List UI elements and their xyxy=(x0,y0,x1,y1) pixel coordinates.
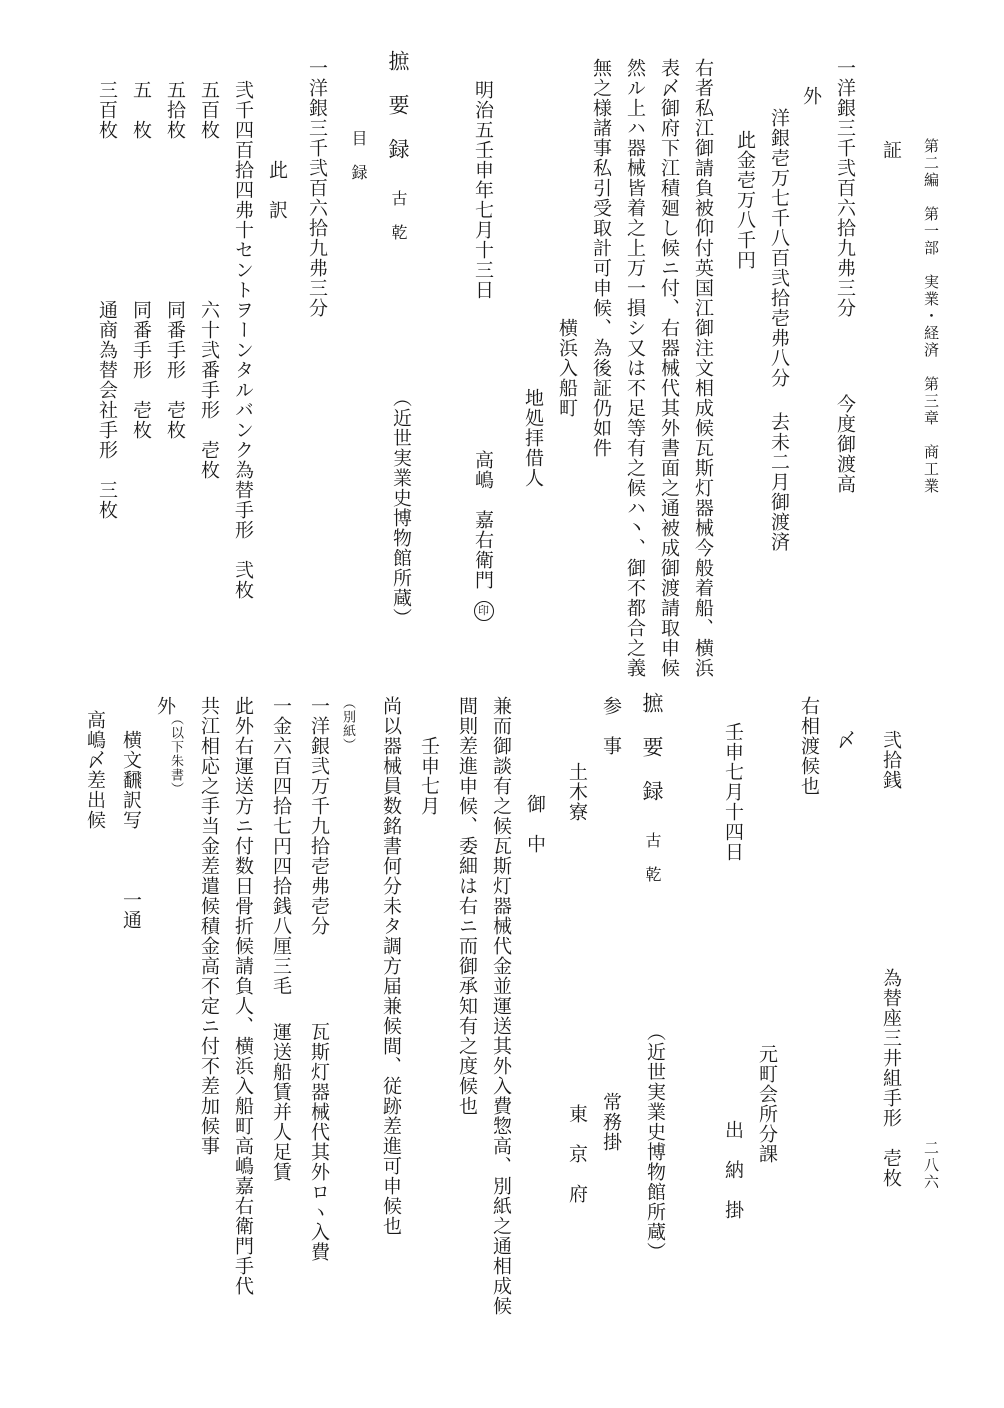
upper-line-20b: 同番手形 壱枚 xyxy=(130,300,152,440)
upper-source-volume: 古 乾 xyxy=(389,190,408,241)
upper-line-21a: 三百枚 xyxy=(96,80,118,140)
lower-line-7a: 参 事 xyxy=(600,696,622,756)
upper-line-2a: 一洋銀三千弐百六拾九弗三分 xyxy=(834,58,856,318)
lower-line-2: 〆 xyxy=(834,730,856,750)
lower-line-1b: 為替座三井組手形 壱枚 xyxy=(880,968,902,1188)
lower-line-13: 尚以器械員数銘書何分未タ調方届兼候間、従跡差進可申候也 xyxy=(380,696,402,1236)
running-title: 第二編 第一部 実業・経済 第三章 商工業 xyxy=(922,138,940,495)
upper-line-17a: 弐千四百拾四弗十セント xyxy=(232,80,254,300)
upper-line-19a: 五拾枚 xyxy=(164,80,186,140)
upper-line-1: 証 xyxy=(880,140,902,160)
upper-line-17b: ヲーンタルバンク為替手形 弐枚 xyxy=(232,300,254,600)
lower-line-1a: 弐拾銭 xyxy=(880,730,902,790)
seal-icon: 印 xyxy=(474,601,494,621)
lower-line-19b: 外 xyxy=(154,696,176,716)
lower-line-10: 兼而御談有之候瓦斯灯器械代金並運送其外入費惣高、別紙之通相成候 xyxy=(490,696,512,1316)
upper-line-6: 右者私江御請負被仰付英国江御注文相成候瓦斯灯器械今般着船、横浜 xyxy=(692,58,714,678)
upper-line-18b: 六十弐番手形 壱枚 xyxy=(198,300,220,480)
lower-line-16a: 一金六百四拾七円四拾銭八厘三毛 xyxy=(270,696,292,996)
upper-line-19b: 同番手形 壱枚 xyxy=(164,300,186,440)
upper-line-7: 表〆御府下江積廻し候ニ付、右器械代其外書面之通被成御渡請取申候 xyxy=(658,58,680,678)
lower-line-8b: 東 京 府 xyxy=(566,1104,588,1204)
upper-line-18a: 五百枚 xyxy=(198,80,220,140)
lower-line-17: 此外右運送方ニ付数日骨折候請負人、横浜入船町高嶋嘉右衛門手代 xyxy=(232,696,254,1296)
upper-line-9: 無之様諸事私引受取計可申候、為後証仍如件 xyxy=(590,58,612,458)
lower-line-12: 壬申七月 xyxy=(418,736,440,816)
upper-line-20a: 五 枚 xyxy=(130,80,152,140)
upper-source-collection: （近世実業史博物館所蔵） xyxy=(390,388,412,628)
lower-line-20a: 横文飜訳写 xyxy=(120,730,142,830)
lower-line-7b: 常務掛 xyxy=(600,1092,622,1152)
lower-line-14: （別紙） xyxy=(340,696,355,752)
lower-line-15a: 一洋銀弐万千九拾壱弗壱分 xyxy=(308,696,330,936)
lower-source-volume: 古 乾 xyxy=(643,832,662,883)
upper-line-12a: 明治五壬申年七月十三日 xyxy=(472,80,494,300)
upper-line-8: 然ル上ハ器械皆着之上万一損シ又は不足等有之候ハ丶、御不都合之義 xyxy=(624,58,646,678)
lower-line-5a: 壬申七月十四日 xyxy=(722,722,744,862)
lower-line-19a: （以下朱書） xyxy=(168,712,183,796)
seal-mark xyxy=(474,598,494,621)
lower-line-8a: 土木寮 xyxy=(566,762,588,822)
lower-line-20b: 一通 xyxy=(120,890,142,930)
upper-line-4a: 洋銀壱万七千八百弐拾壱弗八分 xyxy=(768,108,790,388)
upper-line-15: 一洋銀三千弐百六拾九弗三分 xyxy=(306,58,328,318)
lower-line-21: 高嶋〆差出候 xyxy=(84,710,106,830)
upper-line-4b: 去未二月御渡済 xyxy=(768,412,790,552)
lower-line-9: 御 中 xyxy=(524,794,546,854)
lower-line-16b: 運送船賃并人足賃 xyxy=(270,1022,292,1182)
lower-source-title: 摭 要 録 xyxy=(640,692,664,802)
page-number: 二八六 xyxy=(922,1140,940,1191)
lower-line-11: 間則差進申候、委細は右ニ而御承知有之度候也 xyxy=(456,696,478,1116)
upper-line-16: 此 訳 xyxy=(266,160,288,220)
upper-line-21b: 通商為替会社手形 三枚 xyxy=(96,300,118,520)
lower-source-collection: （近世実業史博物館所蔵） xyxy=(644,1022,666,1262)
upper-line-10: 横浜入船町 xyxy=(556,318,578,418)
lower-line-5b: 出 納 掛 xyxy=(722,1120,744,1220)
upper-line-11: 地処拝借人 xyxy=(522,388,544,488)
lower-line-3: 右相渡候也 xyxy=(798,696,820,796)
lower-line-18: 共江相応之手当金差遣候積金高不定ニ付不差加候事 xyxy=(198,696,220,1156)
upper-line-12b: 高嶋 嘉右衛門 xyxy=(472,450,494,590)
lower-line-15b: 瓦斯灯器械代其外ロヽ入費 xyxy=(308,1022,330,1262)
lower-line-4: 元町会所分課 xyxy=(756,1044,778,1164)
upper-line-3: 外 xyxy=(800,86,822,106)
upper-source-title: 摭 要 録 xyxy=(386,50,410,160)
upper-line-2b: 今度御渡高 xyxy=(834,394,856,494)
upper-line-14: 目 録 xyxy=(349,130,368,181)
upper-line-5: 此金壱万八千円 xyxy=(734,130,756,270)
